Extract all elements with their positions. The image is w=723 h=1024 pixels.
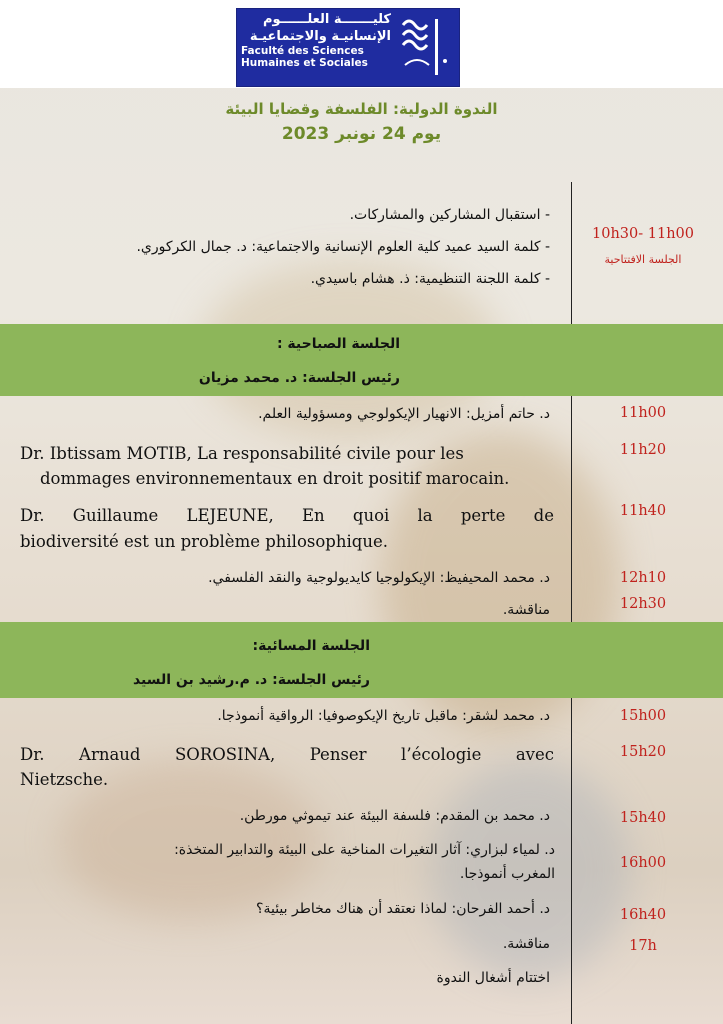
morning-session-band <box>0 324 723 396</box>
logo-text <box>241 11 391 69</box>
talk-time: 11h40 <box>619 503 667 519</box>
talk-text: د. أحمد الفرحان: لماذا نعتقد أن هناك مخاطر بيئية؟ <box>256 901 550 917</box>
opening-item: - استقبال المشاركين والمشاركات. <box>349 207 550 223</box>
opening-label: الجلسة الافتتاحية <box>604 253 682 266</box>
talk-time: 11h20 <box>619 442 667 458</box>
opening-item: - كلمة اللجنة التنظيمية: ذ. هشام باسيدي. <box>310 271 550 287</box>
talk-time: 16h40 <box>619 907 667 923</box>
discussion-label: مناقشة. <box>502 602 550 618</box>
talk-time: 15h40 <box>619 810 667 826</box>
talk-text-line: Nietzsche. <box>20 770 109 789</box>
opening-time: 10h30- 11h00 <box>592 226 694 242</box>
evening-session-band <box>0 622 723 698</box>
opening-item: - كلمة السيد عميد كلية العلوم الإنسانية والاجتماعية: د. جمال الكركوري. <box>136 239 550 255</box>
event-title: الندوة الدولية: الفلسفة وقضايا البيئة <box>225 100 498 118</box>
logo-line-ar-1: كليـــــــة العلــــــوم <box>262 12 391 27</box>
talk-time: 17h <box>629 938 657 954</box>
faculty-logo <box>236 8 460 87</box>
closing-label: اختتام أشغال الندوة <box>436 970 550 986</box>
header <box>0 0 723 88</box>
evening-session-title: الجلسة المسائية: <box>252 638 370 654</box>
evening-session-chair: رئيس الجلسة: د. م.رشيد بن السيد <box>132 672 370 688</box>
talk-time: 12h10 <box>619 570 667 586</box>
event-date: يوم 24 نونبر 2023 <box>281 124 442 144</box>
talk-text: د. حاتم أمزيل: الانهيار الإيكولوجي ومسؤولية العلم. <box>258 406 550 422</box>
talk-text-line: Dr. Guillaume LEJEUNE, En quoi la perte de <box>20 506 554 525</box>
talk-text-line: المغرب أنموذجا. <box>459 866 555 882</box>
talk-text: د. محمد بن المقدم: فلسفة البيئة عند تيموثي مورطن. <box>239 808 550 824</box>
morning-session-chair: رئيس الجلسة: د. محمد مزيان <box>198 370 400 386</box>
talk-text-line: Dr. Arnaud SOROSINA, Penser l’écologie avec <box>20 745 554 764</box>
talk-text: د. محمد لشقر: ماقبل تاريخ الإيكوصوفيا: الرواقية أنموذجا. <box>217 708 550 724</box>
talk-time: 11h00 <box>619 405 667 421</box>
talk-time: 15h00 <box>619 708 667 724</box>
logo-line-ar-2: الإنسانيـة والاجتماعيـة <box>249 29 391 44</box>
discussion-label: مناقشة. <box>502 936 550 952</box>
talk-text: د. محمد المحيفيظ: الإيكولوجيا كايديولوجية والنقد الفلسفي. <box>208 570 550 586</box>
talk-time: 16h00 <box>619 855 667 871</box>
logo-line-fr-1: Faculté des Sciences <box>241 45 364 57</box>
morning-session-title: الجلسة الصباحية : <box>276 336 400 352</box>
talk-time: 15h20 <box>619 744 667 760</box>
column-divider <box>571 182 572 1024</box>
talk-time: 12h30 <box>619 596 667 612</box>
university-emblem-icon <box>395 15 455 79</box>
talk-text-line: د. لمياء لبزاري: آثار التغيرات المناخية على البيئة والتدابير المتخذة: <box>174 842 555 858</box>
logo-line-fr-2: Humaines et Sociales <box>241 57 368 69</box>
talk-text-line: Dr. Ibtissam MOTIB, La responsabilité civile pour les <box>20 444 464 463</box>
talk-text-line: dommages environnementaux en droit positif marocain. <box>40 469 510 488</box>
talk-text-line: biodiversité est un problème philosophique. <box>20 532 388 551</box>
